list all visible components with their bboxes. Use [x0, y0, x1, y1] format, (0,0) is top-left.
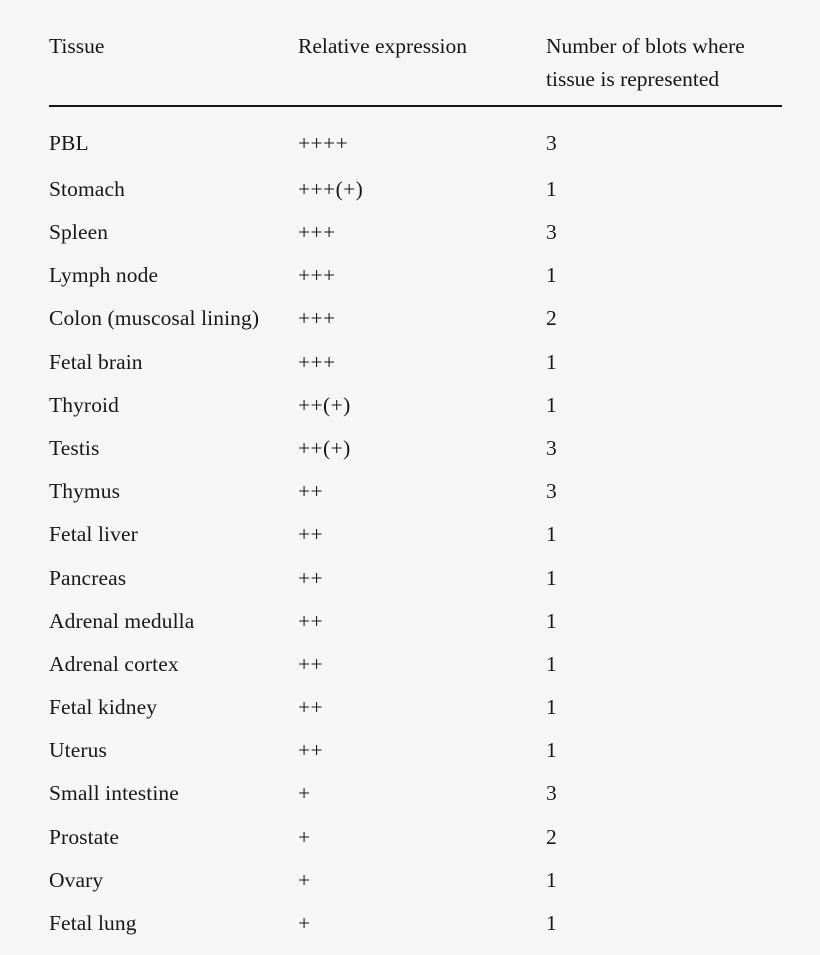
cell-tissue: PBL — [49, 130, 89, 155]
column-header-blots — [546, 0, 782, 103]
table-row — [49, 384, 782, 427]
cell-relative-expression: ++(+) — [298, 435, 351, 460]
cell-relative-expression: +++ — [298, 349, 336, 374]
cell-relative-expression: ++ — [298, 695, 324, 720]
cell-relative-expression: + — [298, 867, 311, 892]
cell-relative-expression: +++ — [298, 220, 336, 245]
cell-relative-expression: ++ — [298, 608, 324, 633]
cell-blots: 2 — [546, 824, 557, 849]
cell-tissue: Lymph node — [49, 263, 159, 288]
cell-tissue: Thymus — [49, 479, 121, 504]
cell-blots: 3 — [546, 220, 557, 245]
cell-blots: 1 — [546, 911, 557, 936]
table-header-row — [49, 0, 782, 103]
cell-relative-expression: + — [298, 824, 311, 849]
cell-blots: 1 — [546, 522, 557, 547]
table-row — [49, 686, 782, 729]
cell-relative-expression: ++ — [298, 651, 324, 676]
table-row — [49, 470, 782, 513]
cell-relative-expression: ++++ — [298, 130, 349, 155]
cell-tissue: Small intestine — [49, 781, 179, 806]
column-header-relative-expression — [298, 0, 546, 103]
tissue-expression-table — [49, 0, 782, 945]
cell-tissue: Fetal liver — [49, 522, 138, 547]
table-row — [49, 427, 782, 470]
cell-tissue: Stomach — [49, 176, 125, 201]
cell-blots: 1 — [546, 738, 557, 763]
cell-tissue: Uterus — [49, 738, 107, 763]
table-row — [49, 729, 782, 772]
cell-blots: 1 — [546, 392, 557, 417]
cell-relative-expression: +++ — [298, 263, 336, 288]
cell-tissue: Fetal kidney — [49, 695, 158, 720]
table-row — [49, 341, 782, 384]
table-row — [49, 859, 782, 902]
cell-tissue: Spleen — [49, 220, 109, 245]
column-header-tissue — [49, 0, 298, 103]
table-header — [49, 0, 782, 109]
cell-blots: 3 — [546, 479, 557, 504]
cell-blots: 1 — [546, 608, 557, 633]
table-row — [49, 600, 782, 643]
cell-relative-expression: + — [298, 911, 311, 936]
cell-blots: 1 — [546, 263, 557, 288]
cell-blots: 3 — [546, 781, 557, 806]
cell-blots: 1 — [546, 867, 557, 892]
column-header-relative-expression-line1: Relative expression — [298, 34, 467, 58]
cell-blots: 1 — [546, 565, 557, 590]
cell-tissue: Thyroid — [49, 392, 119, 417]
cell-blots: 2 — [546, 306, 557, 331]
table-row — [49, 298, 782, 341]
table-row — [49, 816, 782, 859]
cell-tissue: Ovary — [49, 867, 104, 892]
cell-blots: 1 — [546, 651, 557, 676]
column-header-blots-line2: tissue is represented — [546, 67, 720, 91]
cell-relative-expression: ++ — [298, 479, 324, 504]
cell-blots: 1 — [546, 176, 557, 201]
cell-tissue: Prostate — [49, 824, 120, 849]
table-row — [49, 557, 782, 600]
column-header-blots-line1: Number of blots where — [546, 34, 745, 58]
table-row — [49, 109, 782, 168]
cell-tissue: Fetal lung — [49, 911, 137, 936]
table-row — [49, 254, 782, 297]
cell-relative-expression: + — [298, 781, 311, 806]
cell-tissue: Adrenal medulla — [49, 608, 195, 633]
cell-relative-expression: ++ — [298, 522, 324, 547]
horizontal-rule — [49, 105, 782, 107]
cell-blots: 1 — [546, 349, 557, 374]
cell-tissue: Adrenal cortex — [49, 651, 179, 676]
cell-tissue: Pancreas — [49, 565, 127, 590]
cell-blots: 3 — [546, 435, 557, 460]
table-row — [49, 773, 782, 816]
table-row — [49, 514, 782, 557]
cell-blots: 1 — [546, 695, 557, 720]
cell-tissue: Fetal brain — [49, 349, 143, 374]
cell-relative-expression: ++ — [298, 738, 324, 763]
table-row — [49, 902, 782, 945]
table-row — [49, 643, 782, 686]
cell-relative-expression: +++ — [298, 306, 336, 331]
cell-relative-expression: ++(+) — [298, 392, 351, 417]
cell-tissue: Testis — [49, 435, 100, 460]
cell-relative-expression: +++(+) — [298, 176, 364, 201]
table-row — [49, 211, 782, 254]
table-row — [49, 168, 782, 211]
cell-blots: 3 — [546, 130, 557, 155]
table-body — [49, 109, 782, 945]
column-header-tissue-line1: Tissue — [49, 34, 105, 58]
cell-relative-expression: ++ — [298, 565, 324, 590]
cell-tissue: Colon (muscosal lining) — [49, 306, 260, 331]
